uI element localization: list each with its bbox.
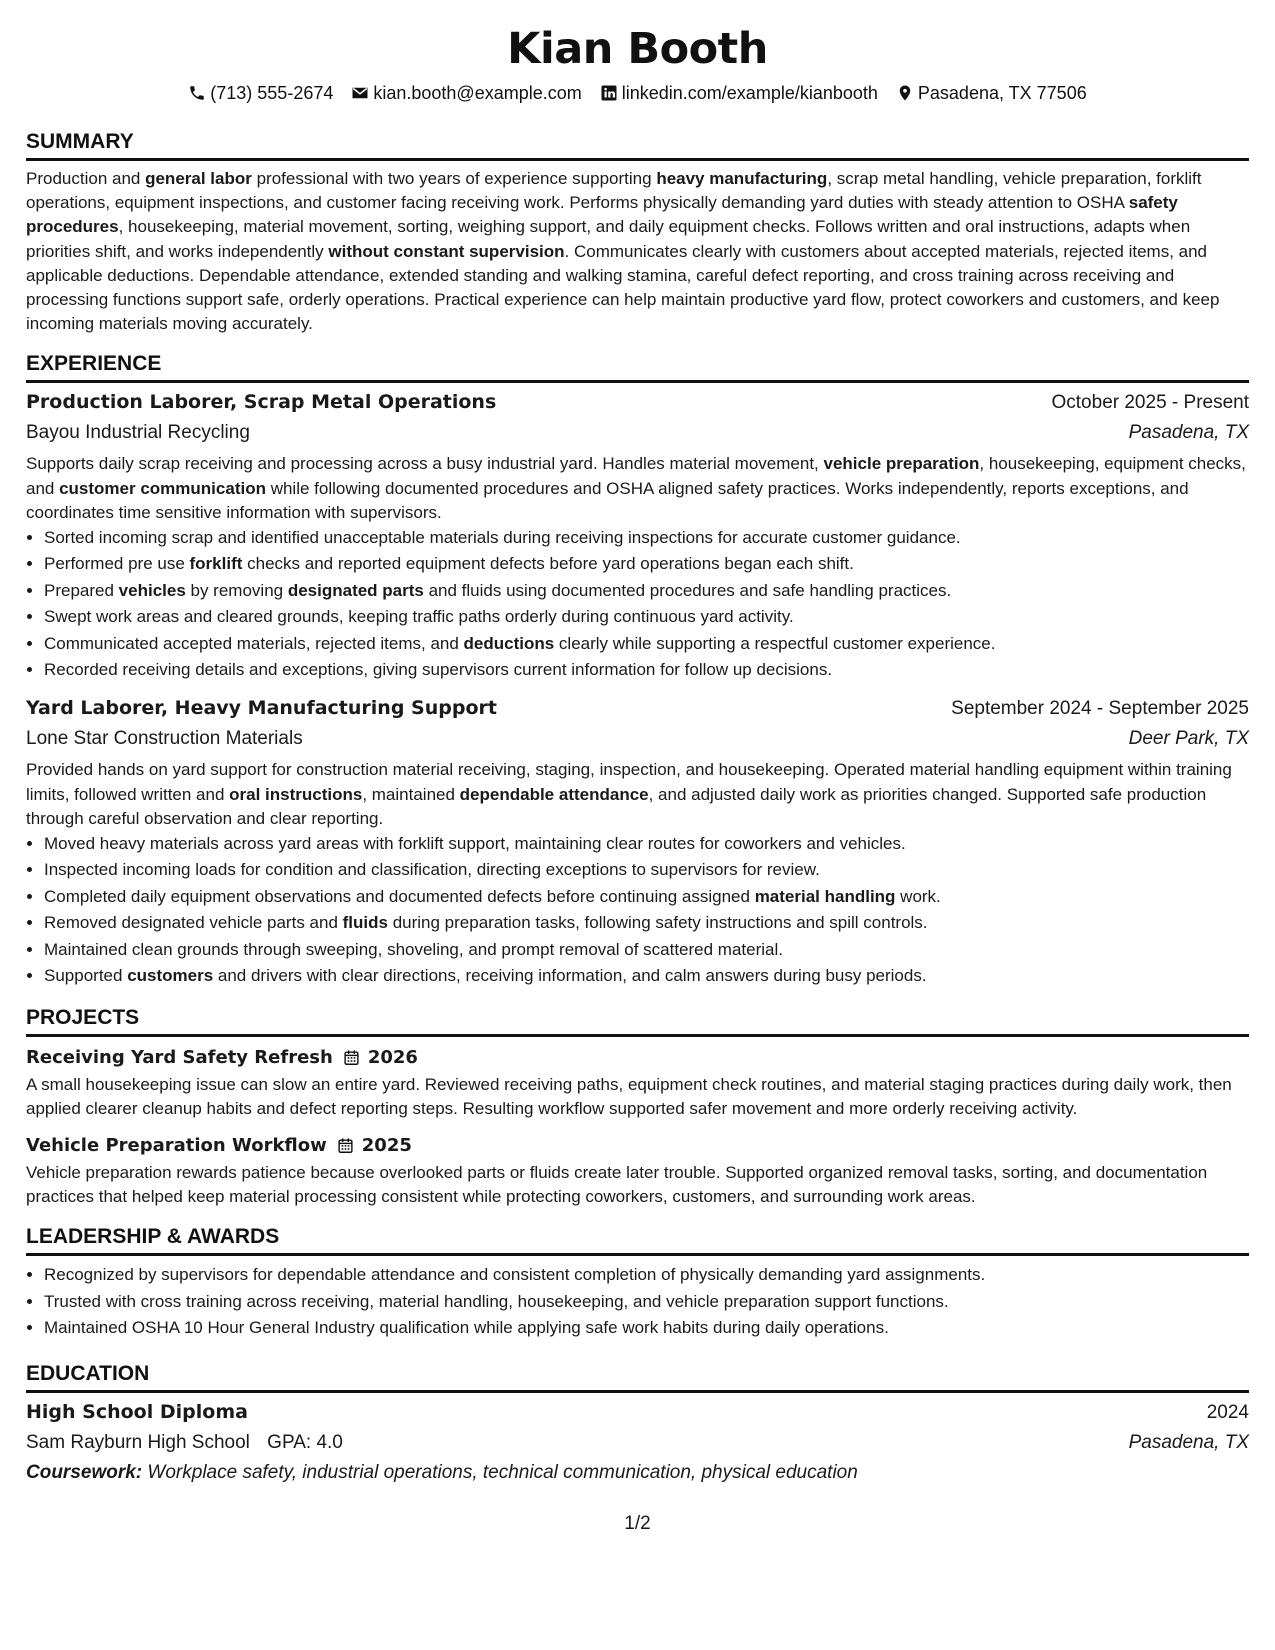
list-item: • Swept work areas and cleared grounds, keeping traffic paths orderly during continuous yard activity.: [44, 604, 1249, 630]
contact-phone[interactable]: [188, 80, 333, 106]
project-description: Vehicle preparation rewards patience because overlooked parts or fluids create later trouble. Supported organized removal tasks, sorting, and documentation practices that helped keep material processing consistent while protecting coworkers, customers, and surrounding work areas.: [26, 1162, 1208, 1207]
education-year: 2024: [1206, 1401, 1249, 1423]
linkedin-text: linkedin.com/example/kianbooth: [621, 83, 878, 103]
list-item: • Recognized by supervisors for dependable attendance and consistent completion of physically demanding yard assignments.: [44, 1262, 1249, 1288]
leadership-bullets: [26, 1262, 1249, 1341]
list-item: • Performed pre use forklift checks and reported equipment defects before yard operations began each shift.: [44, 551, 1249, 577]
section-title: EXPERIENCE: [26, 350, 1249, 383]
job-description: Provided hands on yard support for construction material receiving, staging, inspection, and housekeeping. Operated material handling equipment within training limits, followed written and oral instructions, maintained dependable attendance, and adjusted daily work as priorities changed. Supported safe production through careful observation and clear reporting.: [26, 760, 1232, 828]
contact-linkedin[interactable]: [600, 80, 878, 106]
list-item: • Maintained OSHA 10 Hour General Industry qualification while applying safe work habits during daily operations.: [44, 1315, 1249, 1341]
list-item: • Moved heavy materials across yard areas with forklift support, maintaining clear routes for coworkers and vehicles.: [44, 831, 1249, 857]
job-bullets: [26, 831, 1249, 989]
list-item: • Sorted incoming scrap and identified unacceptable materials during receiving inspections for accurate customer guidance.: [44, 525, 1249, 551]
job-entry: [26, 693, 1249, 989]
calendar-icon: [337, 1137, 354, 1154]
list-item: • Recorded receiving details and exceptions, giving supervisors current information for follow up decisions.: [44, 657, 1249, 683]
job-location: Pasadena, TX: [1128, 422, 1249, 444]
coursework-list: Workplace safety, industrial operations, technical communication, physical education: [147, 1461, 858, 1483]
contact-location: [896, 80, 1087, 106]
section-title: PROJECTS: [26, 1004, 1249, 1037]
project-year: 2026: [367, 1046, 418, 1068]
list-item: • Inspected incoming loads for condition and classification, directing exceptions to supervisors for review.: [44, 857, 1249, 883]
job-location: Deer Park, TX: [1128, 728, 1249, 750]
contact-bar: [26, 80, 1249, 106]
projects-section: [26, 1004, 1249, 1210]
summary-section: [26, 128, 1249, 336]
candidate-name: Kian Booth: [507, 24, 768, 74]
linkedin-icon: [600, 84, 618, 102]
job-title: Yard Laborer, Heavy Manufacturing Support: [26, 697, 497, 720]
resume-page: [26, 0, 1249, 1488]
list-item: • Completed daily equipment observations and documented defects before continuing assigned material handling work.: [44, 884, 1249, 910]
phone-text: (713) 555-2674: [210, 83, 334, 103]
job-bullets: [26, 525, 1249, 683]
summary-text: Production and general labor professional with two years of experience supporting heavy manufacturing, scrap metal handling, vehicle preparation, forklift operations, equipment inspections, and customer facing receiving work. Performs physically demanding yard duties with steady attention to OSHA safety procedures, housekeeping, material movement, sorting, weighing support, and daily equipment checks. Follows written and oral instructions, adapts when priorities shift, and works independently without constant supervision. Communicates clearly with customers about accepted materials, rejected items, and applicable deductions. Dependable attendance, extended standing and walking stamina, careful defect reporting, and cross training across receiving and processing functions support safe, orderly operations. Practical experience can help maintain productive yard flow, protect coworkers and customers, and keep incoming materials moving accurately.: [26, 169, 1220, 334]
experience-section: [26, 350, 1249, 989]
location-text: Pasadena, TX 77506: [917, 83, 1087, 103]
leadership-section: [26, 1223, 1249, 1341]
list-item: • Prepared vehicles by removing designated parts and fluids using documented procedures and safe handling practices.: [44, 578, 1249, 604]
job-dates: September 2024 - September 2025: [951, 698, 1249, 720]
job-company: Bayou Industrial Recycling: [26, 422, 250, 444]
education-location: Pasadena, TX: [1128, 1431, 1249, 1453]
calendar-icon: [343, 1049, 360, 1066]
degree-title: High School Diploma: [26, 1400, 248, 1423]
map-pin-icon: [896, 84, 914, 102]
list-item: • Maintained clean grounds through sweeping, shoveling, and prompt removal of scattered material.: [44, 937, 1249, 963]
list-item: • Removed designated vehicle parts and fluids during preparation tasks, following safety instructions and spill controls.: [44, 910, 1249, 936]
coursework-label: Coursework:: [26, 1461, 143, 1483]
project-entry: [26, 1043, 1249, 1121]
gpa: GPA: 4.0: [267, 1431, 343, 1453]
list-item: • Trusted with cross training across receiving, material handling, housekeeping, and vehicle preparation support functions.: [44, 1289, 1249, 1315]
project-year: 2025: [361, 1134, 412, 1156]
list-item: • Communicated accepted materials, rejected items, and deductions clearly while supporting a respectful customer experience.: [44, 631, 1249, 657]
project-title: Vehicle Preparation Workflow: [26, 1134, 327, 1156]
job-title: Production Laborer, Scrap Metal Operations: [26, 391, 497, 414]
page-number: 1/2: [624, 1513, 651, 1534]
project-title: Receiving Yard Safety Refresh: [26, 1046, 333, 1068]
school-name: Sam Rayburn High School: [26, 1431, 250, 1453]
phone-icon: [188, 84, 206, 102]
job-entry: [26, 387, 1249, 683]
envelope-icon: [351, 84, 369, 102]
coursework: [26, 1458, 1249, 1488]
section-title: LEADERSHIP & AWARDS: [26, 1223, 1249, 1256]
section-title: SUMMARY: [26, 128, 1249, 161]
contact-email[interactable]: [351, 80, 581, 106]
project-description: A small housekeeping issue can slow an entire yard. Reviewed receiving paths, equipment check routines, and material staging practices during daily work, then applied clearer cleanup habits and defect reporting steps. Resulting workflow supported safer movement and more orderly receiving activity.: [26, 1074, 1232, 1118]
education-section: [26, 1360, 1249, 1488]
job-dates: October 2025 - Present: [1051, 392, 1249, 414]
job-description: Supports daily scrap receiving and processing across a busy industrial yard. Handles material movement, vehicle preparation, housekeeping, equipment checks, and customer communication while following documented procedures and OSHA aligned safety practices. Works independently, reports exceptions, and coordinates time sensitive information with supervisors.: [26, 454, 1246, 522]
project-entry: [26, 1131, 1249, 1209]
email-text: kian.booth@example.com: [373, 83, 582, 103]
list-item: • Supported customers and drivers with clear directions, receiving information, and calm answers during busy periods.: [44, 963, 1249, 989]
section-title: EDUCATION: [26, 1360, 1249, 1393]
job-company: Lone Star Construction Materials: [26, 728, 303, 750]
